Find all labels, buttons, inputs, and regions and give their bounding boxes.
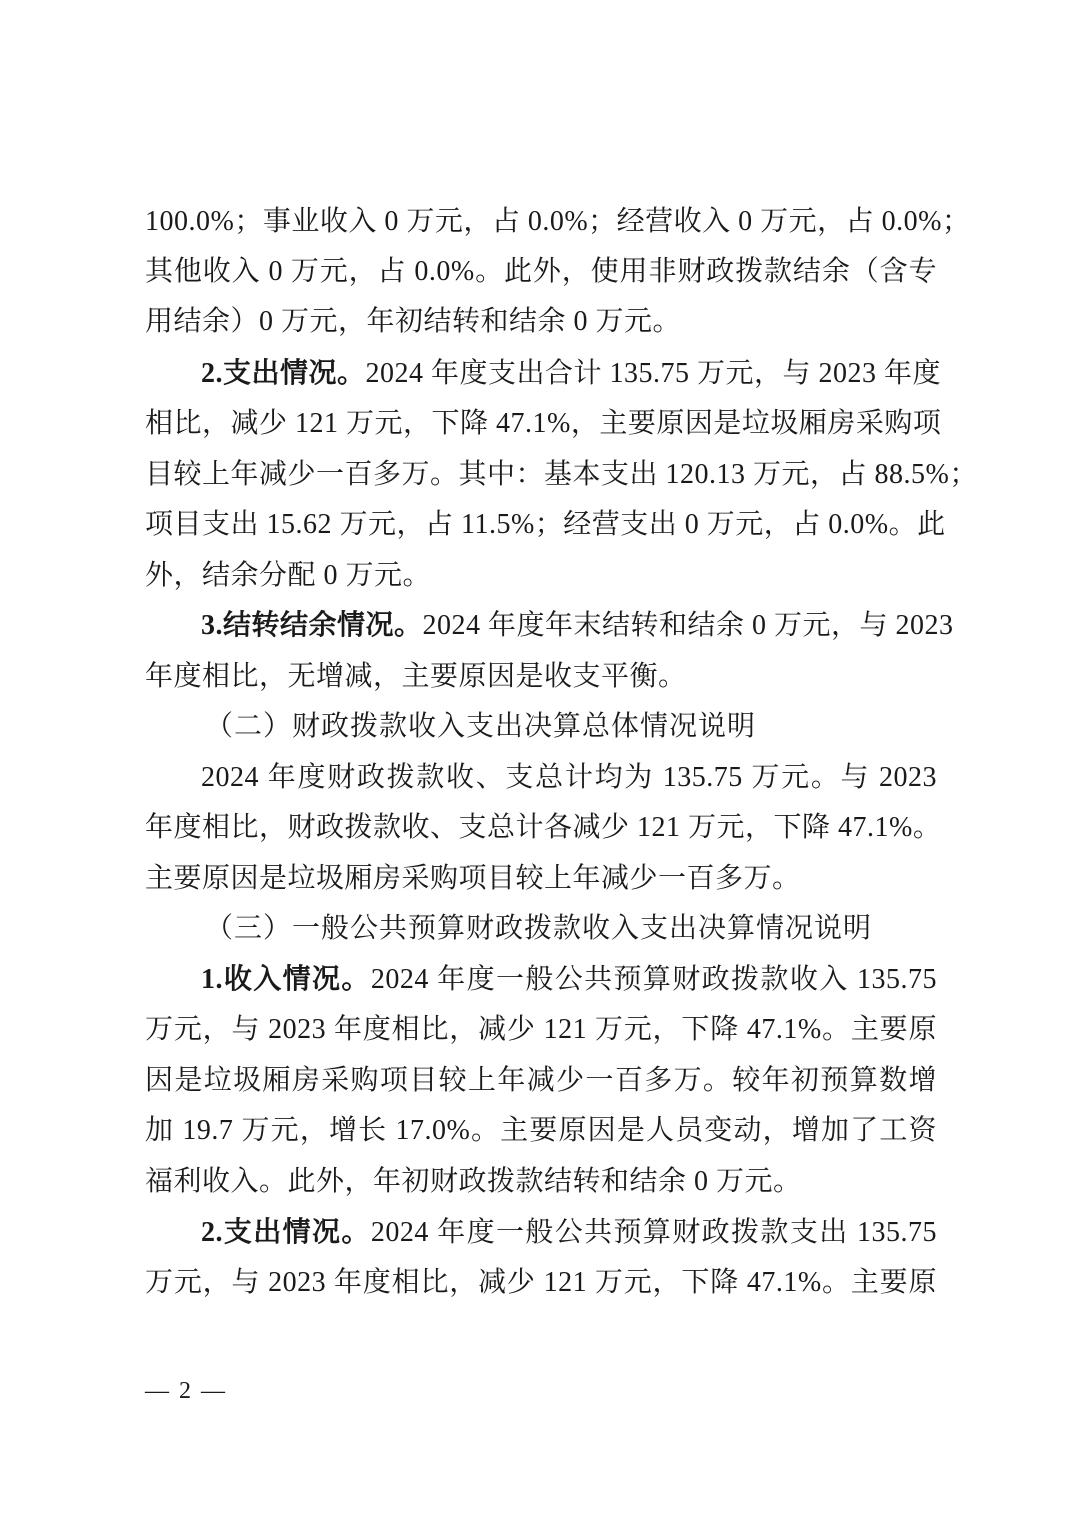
text-line: 其他收入 0 万元，占 0.0%。此外，使用非财政拨款结余（含专 (145, 256, 937, 287)
text-line (201, 606, 954, 646)
text-line: 2024 年度财政拨款收、支总计均为 135.75 万元。与 2023 (201, 762, 937, 793)
text-run: 2024 年度年末结转和结余 0 万元，与 2023 (422, 610, 954, 641)
text-line: 项目支出 15.62 万元，占 11.5%；经营支出 0 万元，占 0.0%。此 (145, 509, 946, 540)
text-line: 100.0%；事业收入 0 万元，占 0.0%；经营收入 0 万元，占 0.0%； (145, 206, 971, 237)
paragraph-heading: 2.支出情况。 (201, 1217, 371, 1248)
text-line (201, 1213, 937, 1253)
section-title: （二）财政拨款收入支出决算总体情况说明 (205, 711, 757, 742)
text-line: 主要原因是垃圾厢房采购项目较上年减少一百多万。 (145, 863, 801, 894)
text-line: 加 19.7 万元，增长 17.0%。主要原因是人员变动，增加了工资 (145, 1115, 937, 1146)
section-title: （三）一般公共预算财政拨款收入支出决算情况说明 (205, 913, 873, 944)
text-run: 2024 年度一般公共预算财政拨款支出 135.75 (370, 1217, 937, 1248)
text-line: 因是垃圾厢房采购项目较上年减少一百多万。较年初预算数增 (145, 1065, 937, 1096)
page-number: — 2 — (145, 1378, 227, 1404)
text-line: 用结余）0 万元，年初结转和结余 0 万元。 (145, 306, 682, 337)
text-line: 年度相比，无增减，主要原因是收支平衡。 (145, 661, 687, 692)
text-line: 相比，减少 121 万元，下降 47.1%，主要原因是垃圾厢房采购项 (145, 408, 942, 439)
text-line: 万元，与 2023 年度相比，减少 121 万元，下降 47.1%。主要原 (145, 1267, 937, 1298)
text-run: 2024 年度支出合计 135.75 万元，与 2023 年度 (365, 358, 942, 389)
paragraph-heading: 3.结转结余情况。 (201, 610, 423, 641)
text-run: 2024 年度一般公共预算财政拨款收入 135.75 (370, 964, 937, 995)
text-line (201, 354, 942, 394)
text-line: 福利收入。此外，年初财政拨款结转和结余 0 万元。 (145, 1166, 802, 1197)
text-line: 目较上年减少一百多万。其中：基本支出 120.13 万元，占 88.5%； (145, 459, 978, 490)
paragraph-heading: 2.支出情况。 (201, 358, 366, 389)
text-line: 万元，与 2023 年度相比，减少 121 万元，下降 47.1%。主要原 (145, 1014, 937, 1045)
text-line (201, 960, 937, 1000)
paragraph-heading: 1.收入情况。 (201, 964, 371, 995)
text-line: 年度相比，财政拨款收、支总计各减少 121 万元，下降 47.1%。 (145, 812, 942, 843)
text-line: 外，结余分配 0 万元。 (145, 560, 432, 591)
